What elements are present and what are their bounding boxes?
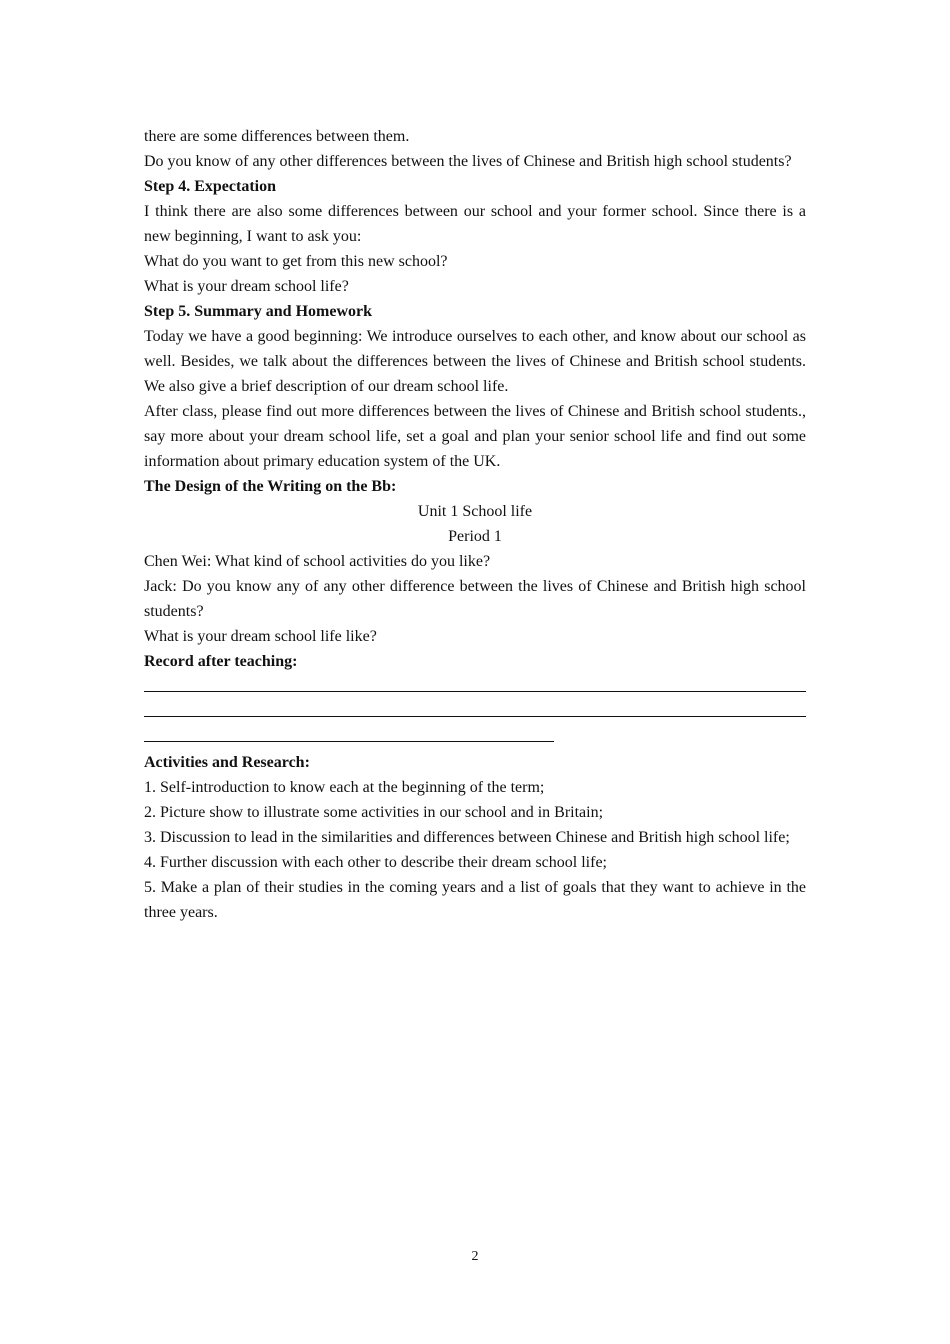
heading-record-after-teaching: Record after teaching: bbox=[144, 653, 298, 670]
heading-step-4: Step 4. Expectation bbox=[144, 178, 276, 195]
question-dream-school-life: What is your dream school life? bbox=[144, 278, 349, 295]
question-new-school: What do you want to get from this new school? bbox=[144, 253, 448, 270]
list-item-activity-4: 4. Further discussion with each other to describe their dream school life; bbox=[144, 854, 607, 871]
board-line-jack: Jack: Do you know any of any other difference between the lives of Chinese and British high school students? bbox=[144, 578, 806, 620]
list-item-activity-2: 2. Picture show to illustrate some activities in our school and in Britain; bbox=[144, 804, 604, 821]
list-item-activity-3: 3. Discussion to lead in the similarities and differences between Chinese and British high school life; bbox=[144, 829, 790, 846]
board-line-dream-school: What is your dream school life like? bbox=[144, 628, 377, 645]
heading-step-5: Step 5. Summary and Homework bbox=[144, 303, 373, 320]
board-title-unit: Unit 1 School life bbox=[417, 503, 533, 520]
heading-board-design: The Design of the Writing on the Bb: bbox=[144, 478, 397, 495]
board-title-period: Period 1 bbox=[448, 528, 502, 545]
list-item-activity-5: 5. Make a plan of their studies in the coming years and a list of goals that they want to achieve in the three years. bbox=[144, 879, 806, 921]
document-body bbox=[144, 124, 806, 925]
paragraph-homework: After class, please find out more differences between the lives of Chinese and British school students., say more about your dream school life, set a goal and plan your senior school life and find out some information about primary education system of the UK. bbox=[144, 403, 806, 470]
paragraph-differences-intro: there are some differences between them. bbox=[144, 128, 410, 145]
blank-line-1 bbox=[144, 691, 806, 692]
blank-line-2 bbox=[144, 716, 806, 717]
list-item-activity-1: 1. Self-introduction to know each at the beginning of the term; bbox=[144, 779, 545, 796]
paragraph-summary: Today we have a good beginning: We introduce ourselves to each other, and know about our school as well. Besides, we talk about the differences between the lives of Chinese and British school students. We also give a brief description of our dream school life. bbox=[144, 328, 806, 395]
page-number: 2 bbox=[471, 1249, 479, 1264]
board-line-chen-wei: Chen Wei: What kind of school activities do you like? bbox=[144, 553, 491, 570]
paragraph-other-differences-question: Do you know of any other differences between the lives of Chinese and British high school students? bbox=[144, 153, 792, 170]
paragraph-expectation: I think there are also some differences between our school and your former school. Since there is a new beginning, I want to ask you: bbox=[144, 203, 806, 245]
heading-activities-research: Activities and Research: bbox=[144, 754, 310, 771]
